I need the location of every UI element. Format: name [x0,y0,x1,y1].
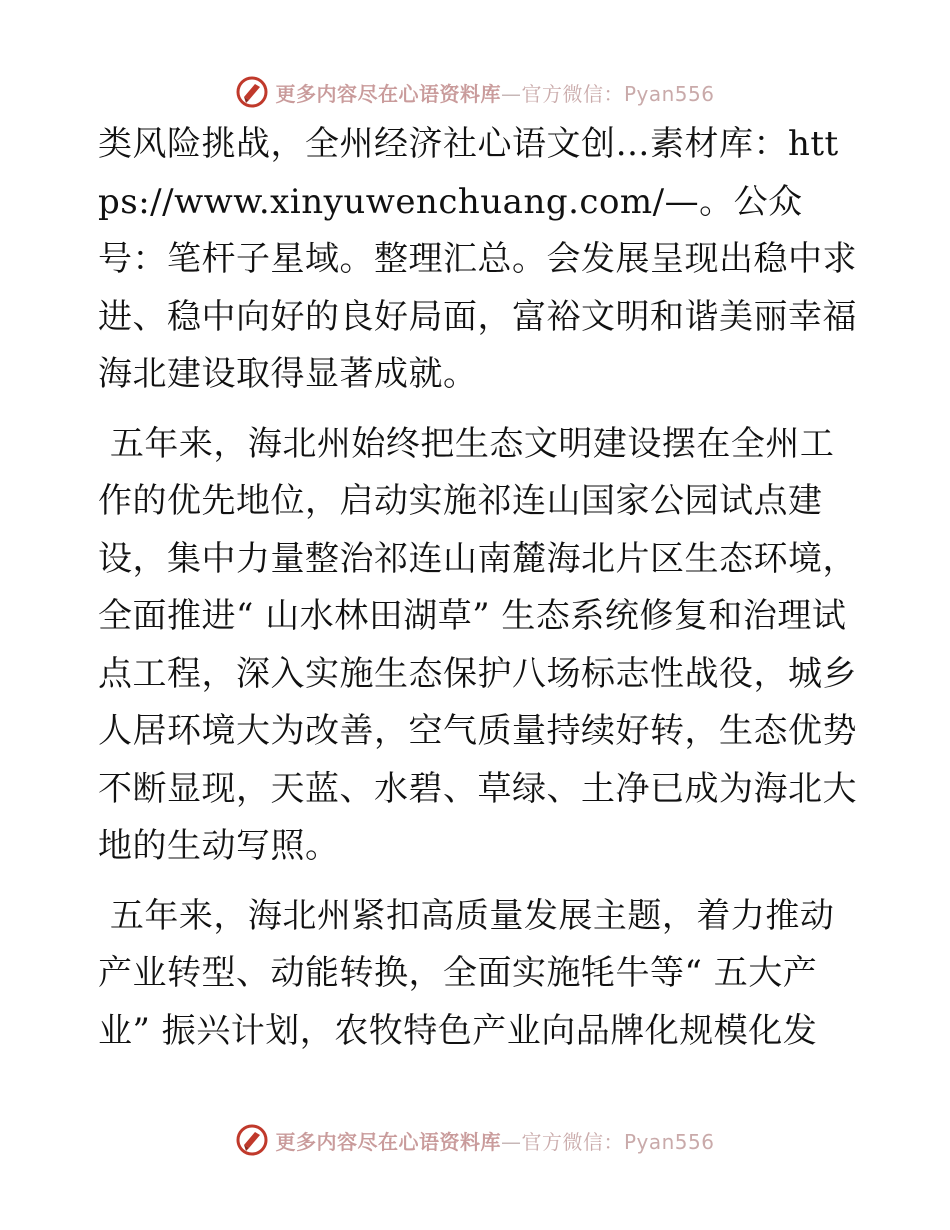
header-brand-text: 更多内容尽在心语资料库 [275,81,501,106]
paragraph-2: 五年来，海北州始终把生态文明建设摆在全州工作的优先地位，启动实施祁连山国家公园试点建设，集中力量整治祁连山南麓海北片区生态环境，全面推进“ 山水林田湖草” 生态系统修复和治理试点工程，深入实施生态保护八场标志性战役，城乡人居环境大为改善，空气质量持续好转，生态优势不断显现，天蓝、水碧、草绿、土净已成为海北大地的生动写照。 [98,423,857,866]
header-wechat-text: 官方微信：Pyan556 [521,81,715,106]
footer-wechat-text: 官方微信：Pyan556 [521,1129,715,1154]
header-separator: — [500,81,522,106]
footer-banner-text [275,1126,714,1155]
footer-banner [0,1120,950,1160]
footer-separator: — [500,1129,522,1154]
header-banner-text [275,78,714,107]
document-body [98,116,858,1060]
brand-logo-icon [235,75,269,109]
paragraph-3: 五年来，海北州紧扣高质量发展主题，着力推动产业转型、动能转换，全面实施牦牛等“ 五大产业” 振兴计划，农牧特色产业向品牌化规模化发 [98,895,835,1051]
header-banner [0,72,950,112]
paragraph-1: 类风险挑战，全州经济社心语文创…素材库：https://www.xinyuwenchuang.com/—。公众号：笔杆子星域。整理汇总。会发展呈现出稳中求进、稳中向好的良好局面，富裕文明和谐美丽幸福海北建设取得显著成就。 [98,124,857,394]
brand-logo-icon [235,1123,269,1157]
footer-brand-text: 更多内容尽在心语资料库 [275,1129,501,1154]
